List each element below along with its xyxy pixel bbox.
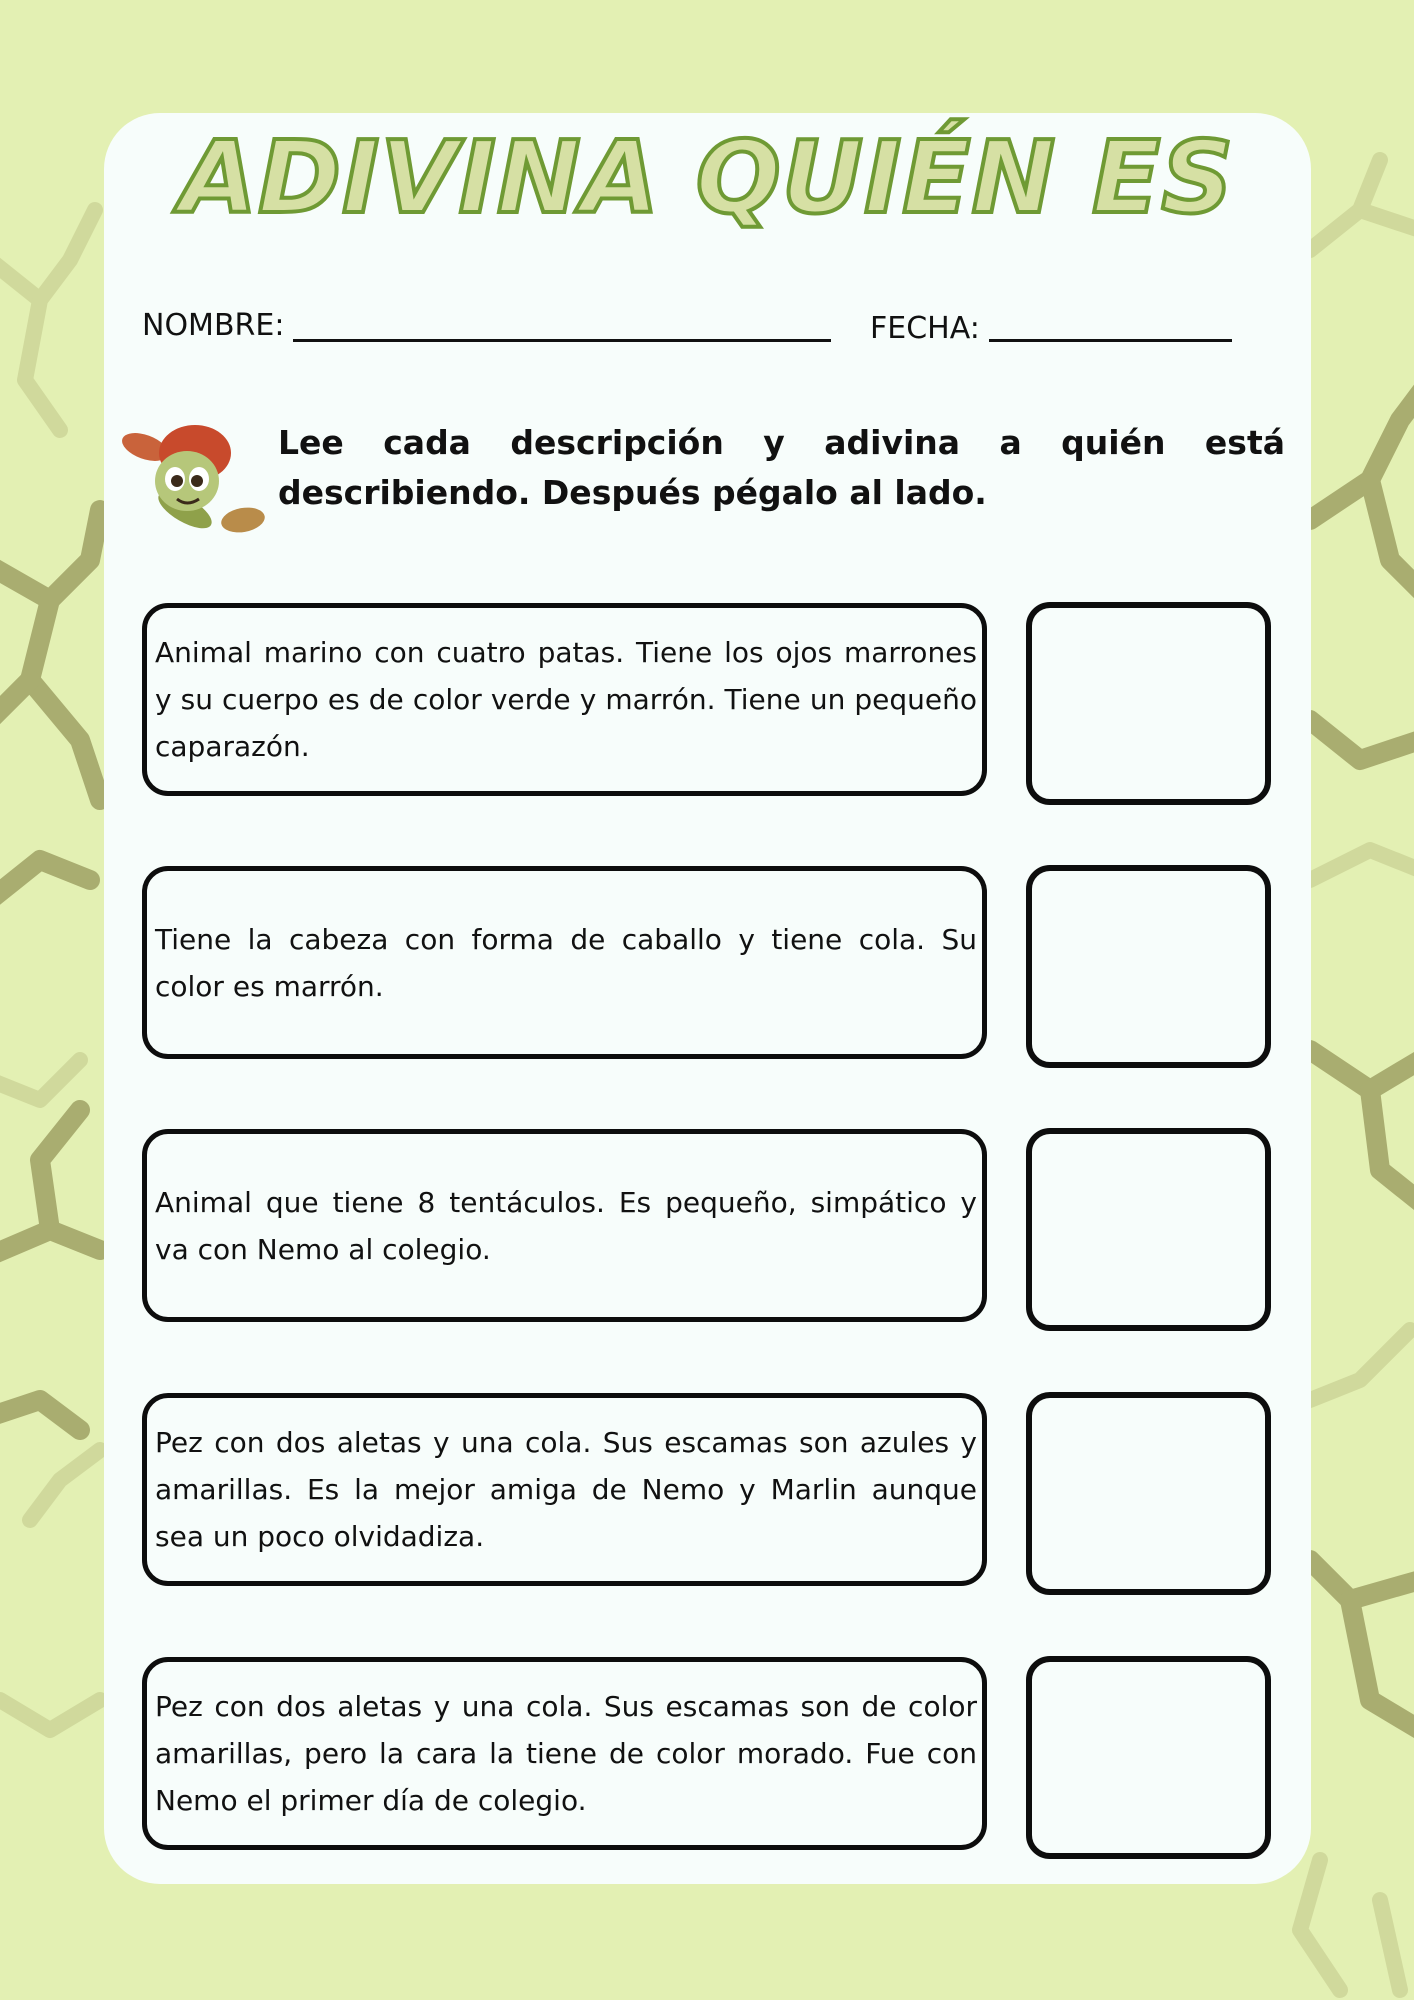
turtle-illustration (115, 415, 275, 540)
name-line[interactable] (293, 339, 831, 342)
description-box (142, 603, 987, 796)
description-box (142, 1657, 987, 1850)
description-box (142, 1393, 987, 1586)
answer-box[interactable] (1026, 1392, 1271, 1595)
answer-box[interactable] (1026, 1128, 1271, 1331)
description-text: Animal marino con cuatro patas. Tiene los ojos marrones y su cuerpo es de color verde y marrón. Tiene un pequeño caparazón. (155, 636, 977, 763)
description-text: Pez con dos aletas y una cola. Sus escamas son de color amarillas, pero la cara la tiene de color morado. Fue con Nemo el primer día de colegio. (155, 1690, 977, 1817)
answer-box[interactable] (1026, 865, 1271, 1068)
description-text: Animal que tiene 8 tentáculos. Es pequeño, simpático y va con Nemo al colegio. (155, 1185, 977, 1266)
description-box (142, 1129, 987, 1322)
answer-box[interactable] (1026, 1656, 1271, 1859)
answer-box[interactable] (1026, 602, 1271, 805)
instructions: Lee cada descripción y adivina a quién está describiendo. Después pégalo al lado. (278, 423, 1285, 512)
name-label: NOMBRE: (142, 308, 285, 343)
description-text: Tiene la cabeza con forma de caballo y tiene cola. Su color es marrón. (155, 922, 977, 1003)
description-text: Pez con dos aletas y una cola. Sus escamas son azules y amarillas. Es la mejor amiga de Nemo y Marlin aunque sea un poco olvidadiza. (155, 1426, 977, 1553)
page-title: ADIVINA QUIÉN ES (179, 119, 1235, 236)
date-label: FECHA: (870, 311, 980, 346)
description-box (142, 866, 987, 1059)
date-line[interactable] (989, 339, 1232, 342)
